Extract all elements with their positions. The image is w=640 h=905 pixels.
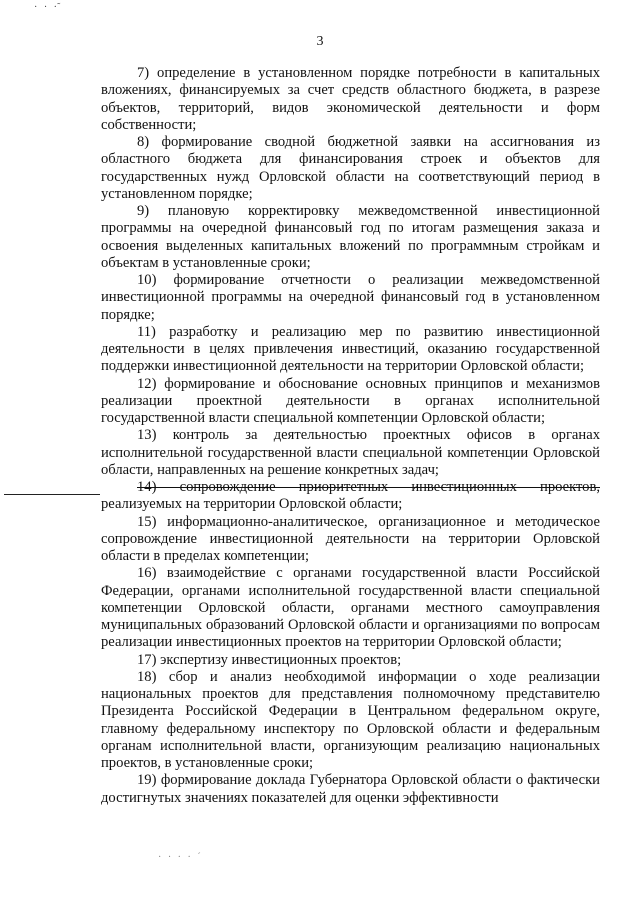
struck-text: 14) сопровождение приоритетных инвестиционных проектов, [137,479,600,495]
strikethrough-rule [4,494,100,495]
paragraph-8: 8) формирование сводной бюджетной заявки на ассигнования из областного бюджета для финансирования строек и объектов для государственных нужд Орловской области на соответствующий период в установленном порядке; [101,134,600,202]
paragraph-19: 19) формирование доклада Губернатора Орловской области о фактически достигнутых значениях показателей для оценки эффективности [101,772,600,806]
scan-artifact-top: · · ·̃ [34,2,59,13]
paragraph-16: 16) взаимодействие с органами государственной власти Российской Федерации, органами исполнительной государственной власти специальной компетенции Орловской области, органами местного самоуправления муниципальных образований Орловской области и организациями по вопросам реализации инвестиционных проектов на территории Орловской области; [101,565,600,651]
paragraph-17: 17) экспертизу инвестиционных проектов; [137,651,402,668]
paragraph-13: 13) контроль за деятельностью проектных офисов в органах исполнительной государственной власти специальной компетенции Орловской области, направленных на решение конкретных задач; [101,427,600,478]
document-body [101,65,600,807]
paragraph-18: 18) сбор и анализ необходимой информации о ходе реализации национальных проектов для представления полномочному представителю Президента Российской Федерации в Центральном федеральном округе, главному федеральному инспектору по Орловской области и федеральным органам исполнительной власти, организующим реализацию национальных проектов, в установленные сроки; [101,668,600,771]
paragraph-14-rest: реализуемых на территории Орловской области; [101,496,403,513]
paragraph-14 [101,479,600,514]
scan-artifact-bottom: · · · · ´ [158,852,203,863]
paragraph-11: 11) разработку и реализацию мер по развитию инвестиционной деятельности в целях привлечения инвестиций, оказанию государственной поддержки инвестиционной деятельности на территории Орловской области; [101,323,600,375]
page-number: 3 [316,34,324,49]
paragraph-7: 7) определение в установленном порядке потребности в капитальных вложениях, финансируемых за счет средств областного бюджета, в разрезе объектов, территорий, видов экономической деятельности и форм собственности; [101,65,600,133]
paragraph-9: 9) плановую корректировку межведомственной инвестиционной программы на очередной финансовый год по итогам размещения заказа и освоения выделенных капитальных вложений по программным стройкам и объектам в установленные сроки; [101,203,600,271]
paragraph-15: 15) информационно-аналитическое, организационное и методическое сопровождение инвестиционной деятельности на территории Орловской области в пределах компетенции; [101,513,600,564]
paragraph-12: 12) формирование и обоснование основных принципов и механизмов реализации проектной деятельности в органах исполнительной государственной власти специальной компетенции Орловской области; [101,375,600,426]
paragraph-10: 10) формирование отчетности о реализации межведомственной инвестиционной программы на очередной финансовый год в установленном порядке; [101,272,600,323]
